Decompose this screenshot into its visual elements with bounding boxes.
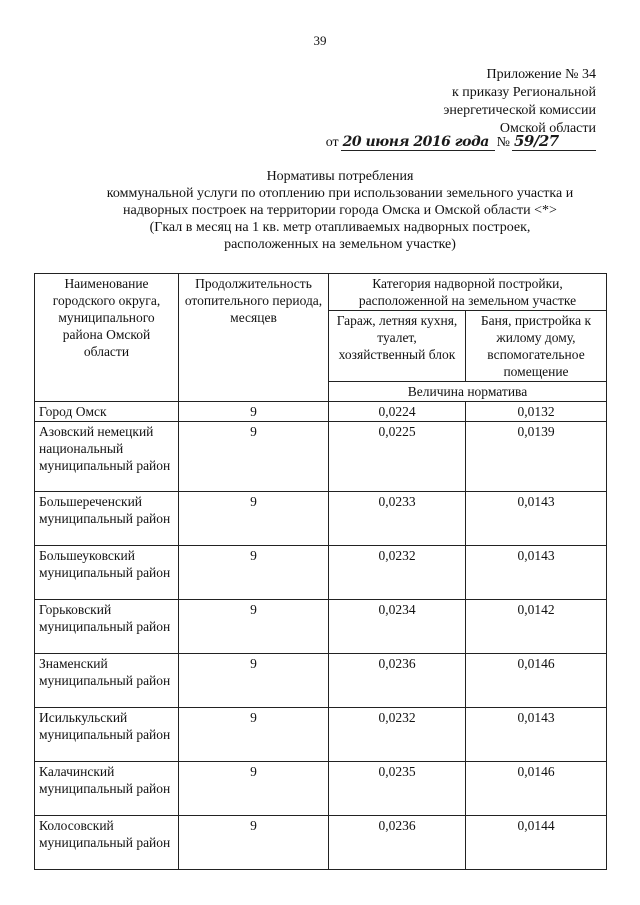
value-b-cell: 0,0146: [466, 762, 607, 816]
order-date-number: [326, 132, 596, 151]
table-row: [35, 402, 607, 422]
duration-cell: 9: [179, 546, 329, 600]
title-line: расположенных на земельном участке): [224, 237, 456, 252]
date-prefix: от: [325, 135, 339, 150]
duration-cell: 9: [179, 402, 329, 422]
approval-block: [443, 66, 596, 138]
title-line: надворных построек на территории города Омска и Омской области <*>: [123, 203, 557, 218]
region-cell: Город Омск: [35, 402, 179, 422]
region-cell: Азовский немецкий национальный муниципальный район: [35, 422, 179, 492]
value-a-cell: 0,0232: [329, 708, 466, 762]
value-b-cell: 0,0144: [466, 816, 607, 870]
value-a-cell: 0,0225: [329, 422, 466, 492]
value-b-cell: 0,0139: [466, 422, 607, 492]
duration-cell: 9: [179, 600, 329, 654]
value-a-cell: 0,0233: [329, 492, 466, 546]
duration-cell: 9: [179, 422, 329, 492]
table-row: [35, 708, 607, 762]
handwritten-number: 59/27: [512, 132, 596, 151]
approval-line: энергетической комиссии: [443, 103, 596, 118]
region-cell: Исилькульский муниципальный район: [35, 708, 179, 762]
value-b-cell: 0,0143: [466, 708, 607, 762]
value-b-cell: 0,0146: [466, 654, 607, 708]
duration-cell: 9: [179, 762, 329, 816]
region-cell: Калачинский муниципальный район: [35, 762, 179, 816]
table-row: [35, 546, 607, 600]
table-row: [35, 762, 607, 816]
region-cell: Горьковский муниципальный район: [35, 600, 179, 654]
value-b-cell: 0,0143: [466, 492, 607, 546]
header-category: Категория надворной постройки, расположенной на земельном участке: [329, 274, 607, 311]
value-b-cell: 0,0143: [466, 546, 607, 600]
value-a-cell: 0,0234: [329, 600, 466, 654]
header-col-b: Баня, пристройка к жилому дому, вспомогательное помещение: [466, 311, 607, 382]
handwritten-date: 20 июня 2016 года: [341, 134, 495, 151]
header-duration: Продолжительность отопительного периода, месяцев: [179, 274, 329, 402]
value-a-cell: 0,0235: [329, 762, 466, 816]
page-number: 39: [313, 33, 327, 48]
table-row: [35, 492, 607, 546]
value-a-cell: 0,0236: [329, 654, 466, 708]
duration-cell: 9: [179, 816, 329, 870]
approval-line: Приложение № 34: [486, 67, 596, 82]
value-b-cell: 0,0132: [466, 402, 607, 422]
approval-line: к приказу Региональной: [451, 85, 596, 100]
value-a-cell: 0,0232: [329, 546, 466, 600]
table-row: [35, 600, 607, 654]
region-cell: Колосовский муниципальный район: [35, 816, 179, 870]
title-line: коммунальной услуги по отоплению при использовании земельного участка и: [106, 186, 574, 201]
number-prefix: №: [496, 135, 510, 150]
duration-cell: 9: [179, 654, 329, 708]
header-value: Величина норматива: [329, 382, 607, 402]
region-cell: Большереченский муниципальный район: [35, 492, 179, 546]
region-cell: Большеуковский муниципальный район: [35, 546, 179, 600]
document-title: [70, 168, 610, 253]
duration-cell: 9: [179, 708, 329, 762]
approval-line: Омской области: [499, 121, 596, 136]
table-row: [35, 816, 607, 870]
norms-table: [34, 273, 607, 870]
title-line: (Гкал в месяц на 1 кв. метр отапливаемых надворных построек,: [149, 220, 531, 235]
title-line: Нормативы потребления: [266, 169, 414, 184]
region-cell: Знаменский муниципальный район: [35, 654, 179, 708]
value-b-cell: 0,0142: [466, 600, 607, 654]
table-row: [35, 422, 607, 492]
duration-cell: 9: [179, 492, 329, 546]
header-region: Наименование городского округа, муниципального района Омской области: [35, 274, 179, 402]
value-a-cell: 0,0236: [329, 816, 466, 870]
value-a-cell: 0,0224: [329, 402, 466, 422]
header-col-a: Гараж, летняя кухня, туалет, хозяйственный блок: [329, 311, 466, 382]
table-row: [35, 654, 607, 708]
